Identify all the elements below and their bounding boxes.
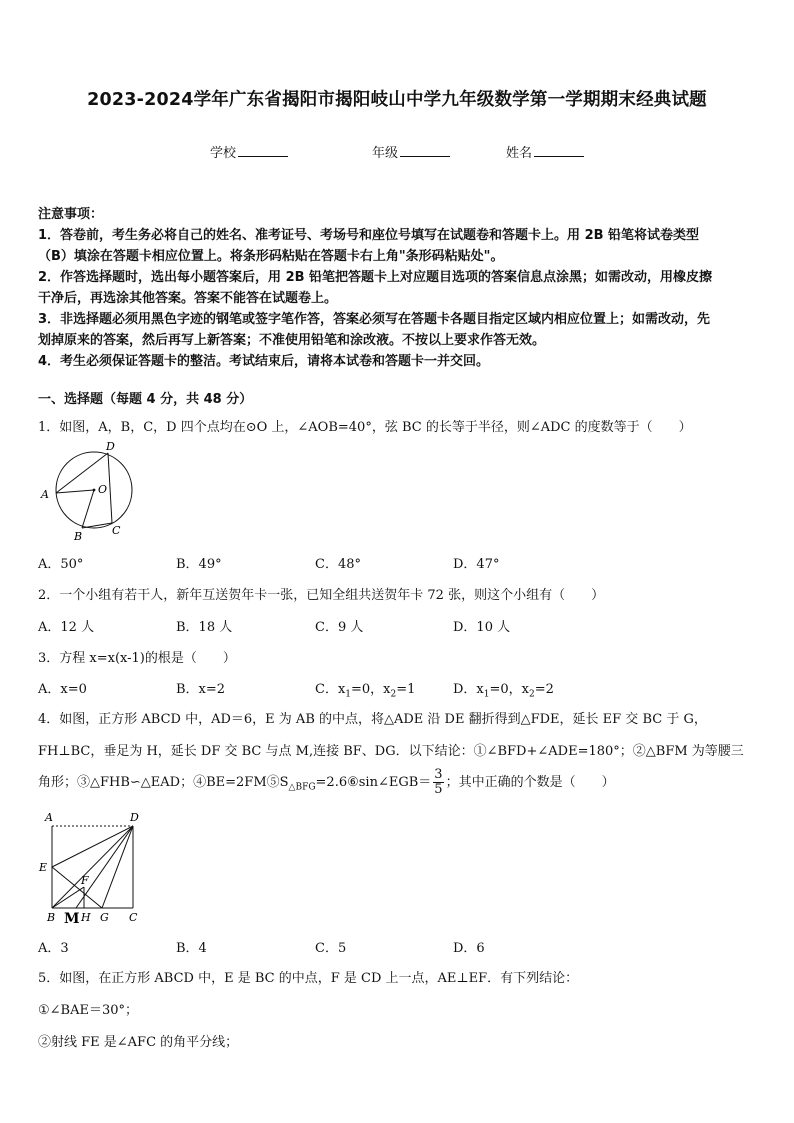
grade-field[interactable]: 年级	[372, 142, 450, 161]
label-a: A	[41, 488, 49, 501]
q4-option-a[interactable]: A．3	[38, 941, 69, 956]
fraction-three-fifths: $\frac{3}{5}$	[434, 767, 443, 797]
label-a: A	[45, 811, 53, 824]
q3-option-b[interactable]: B．x=2	[176, 682, 226, 697]
q3-option-c[interactable]: C．$x_1=0$，$x_2=1$	[315, 682, 416, 700]
label-d: D	[130, 811, 139, 824]
question-4-line-2: FH⊥BC，垂足为 H，延长 DF 交 BC 与点 M,连接 BF、DG．以下结论：①∠BFD+∠ADE=180°；②△BFM 为等腰三	[38, 744, 744, 759]
segment-ao	[56, 490, 94, 493]
notice-line: （B）填涂在答题卡相应位置上。将条形码粘贴在答题卡右上角"条形码粘贴处"。	[38, 249, 504, 264]
q1-option-a[interactable]: A．50°	[38, 557, 84, 572]
q4-option-b[interactable]: B．4	[176, 941, 207, 956]
question-4-line-3: 角形；③△FHB∽△EAD；$④BE=2FM⑤S_{\triangle BFG}=2.6⑥\sin\angle EGB=$ $\frac{3}{5}$ ；其中正确的个数是（ ）	[38, 767, 615, 797]
segment-bf	[52, 887, 84, 908]
notice-line: 干净后，再选涂其他答案。答案不能答在试题卷上。	[38, 291, 338, 306]
question-4-line-1: 4．如图，正方形 ABCD 中，AD＝6，E 为 AB 的中点，将△ADE 沿 DE 翻折得到△FDE，延长 EF 交 BC 于 G，	[38, 712, 707, 727]
segment-dc	[108, 453, 112, 523]
q4-option-c[interactable]: C．5	[315, 941, 347, 956]
notice-line: 2．作答选择题时，选出每小题答案后，用 2B 铅笔把答题卡上对应题目选项的答案信息点涂黑；如需改动，用橡皮擦	[38, 270, 713, 285]
label-g: G	[100, 911, 109, 924]
question-1-text: 1．如图，A，B，C，D 四个点均在⊙O 上，∠AOB=40°，弦 BC 的长等于半径，则∠ADC 的度数等于（ ）	[38, 420, 692, 435]
label-o: O	[98, 483, 108, 496]
q2-option-d[interactable]: D．10 人	[453, 620, 511, 635]
q3-option-a[interactable]: A．x=0	[38, 682, 87, 697]
notice-line: 4．考生必须保证答题卡的整洁。考试结束后，请将本试卷和答题卡一并交回。	[38, 354, 490, 369]
segment-dg	[102, 826, 133, 908]
notice-heading: 注意事项：	[38, 207, 104, 222]
q2-option-b[interactable]: B．18 人	[176, 620, 233, 635]
question-4-figure	[36, 808, 146, 928]
question-2-text: 2．一个小组有若干人，新年互送贺年卡一张，已知全组共送贺年卡 72 张，则这个小组有（ ）	[38, 588, 605, 603]
name-field[interactable]: 姓名	[506, 142, 584, 161]
question-5-item-1: ①∠BAE＝30°；	[38, 1003, 139, 1018]
label-f: F	[81, 874, 89, 887]
q4-option-d[interactable]: D．6	[453, 941, 485, 956]
label-d: D	[106, 440, 115, 453]
q1-option-b[interactable]: B．49°	[176, 557, 222, 572]
q2-option-c[interactable]: C．9 人	[315, 620, 364, 635]
page-title: 2023-2024学年广东省揭阳市揭阳岐山中学九年级数学第一学期期末经典试题	[87, 90, 707, 110]
label-e: E	[39, 861, 48, 874]
q1-option-d[interactable]: D．47°	[453, 557, 500, 572]
q1-option-c[interactable]: C．48°	[315, 557, 361, 572]
school-field[interactable]: 学校	[210, 142, 288, 161]
question-1-figure	[36, 440, 136, 545]
segment-ob	[82, 490, 94, 528]
label-m: M	[64, 911, 80, 927]
segment-bd	[52, 826, 133, 908]
label-b: B	[47, 911, 56, 924]
q2-option-a[interactable]: A．12 人	[38, 620, 95, 635]
notice-line: 1．答卷前，考生务必将自己的姓名、准考证号、考场号和座位号填写在试题卷和答题卡上。用 2B 铅笔将试卷类型	[38, 228, 700, 243]
question-5-item-2: ②射线 FE 是∠AFC 的角平分线；	[38, 1035, 239, 1050]
notice-line: 3．非选择题必须用黑色字迹的钢笔或签字笔作答，答案必须写在答题卡各题目指定区域内相应位置上；如需改动，先	[38, 312, 711, 327]
question-5-text: 5．如图，在正方形 ABCD 中，E 是 BC 的中点，F 是 CD 上一点，AE⊥EF．有下列结论：	[38, 971, 579, 986]
question-3-text: 3．方程 x=x(x-1)的根是（ ）	[38, 651, 236, 666]
q3-option-d[interactable]: D．$x_1=0$，$x_2=2$	[453, 682, 554, 700]
label-c: C	[112, 524, 121, 537]
label-h: H	[81, 911, 91, 924]
section-heading: 一、选择题（每题 4 分，共 48 分）	[38, 392, 253, 407]
segment-ed	[52, 826, 133, 867]
segment-eg	[52, 867, 102, 908]
label-c: C	[129, 911, 138, 924]
segment-dm	[76, 826, 133, 908]
label-b: B	[74, 530, 83, 543]
notice-line: 划掉原来的答案，然后再写上新答案；不准使用铅笔和涂改液。不按以上要求作答无效。	[38, 333, 546, 348]
